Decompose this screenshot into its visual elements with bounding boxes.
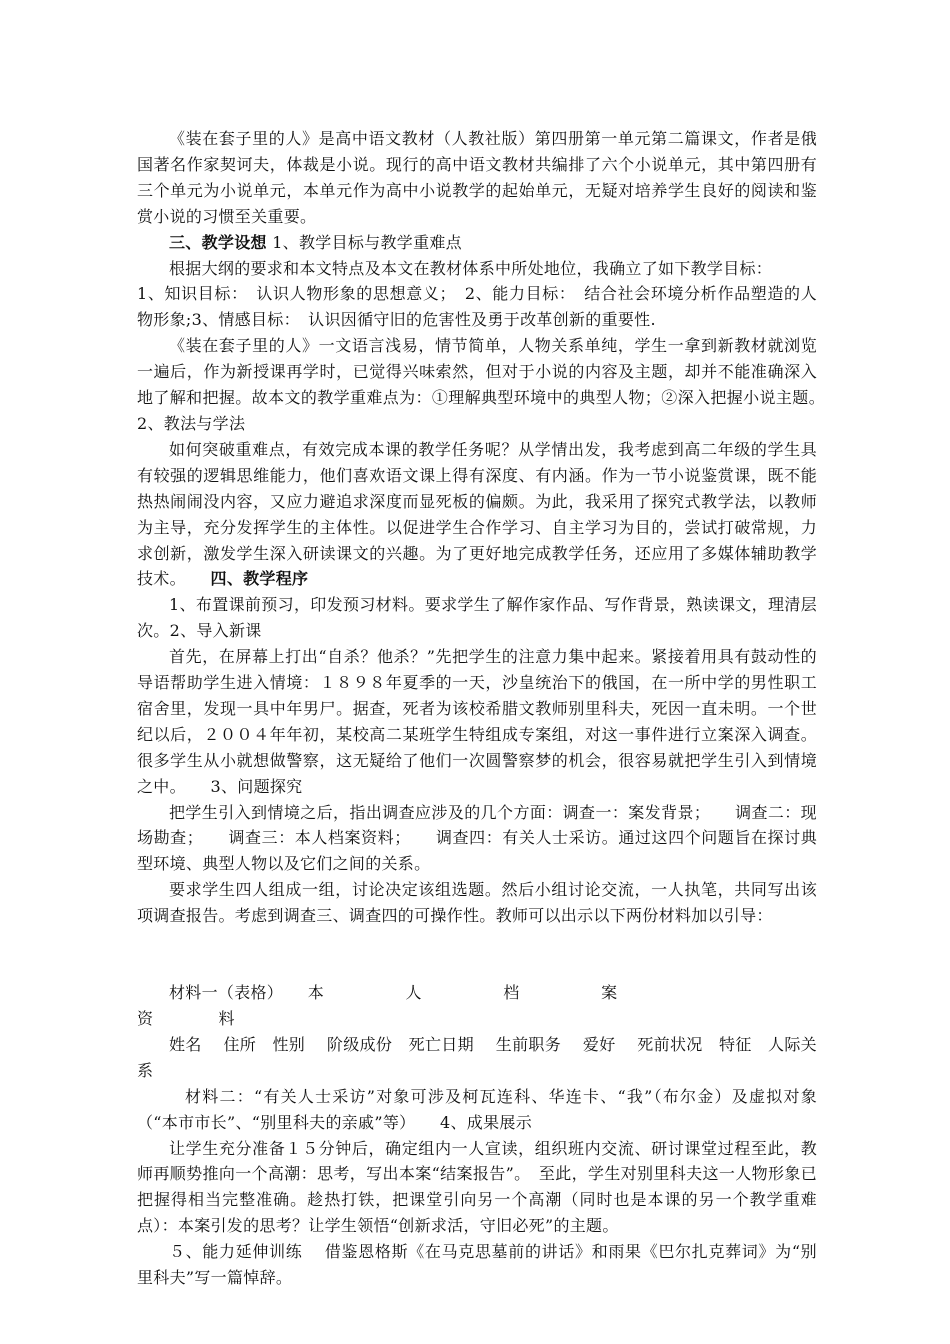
paragraph-step2: 首先，在屏幕上打出“自杀？他杀？”先把学生的注意力集中起来。紧接着用具有鼓动性的导语帮助学生进入情境：１８９８年夏季的一天，沙皇统治下的俄国，在一所中学的男性职工宿舍里，发现一具中年男尸。据查，死者为该校希腊文教师别里科夫，死因一直未明。一个世纪以后，２００４年年初，某校高二某班学生特组成专案组，对这一事件进行立案深入调查。很多学生从小就想做警察，这无疑给了他们一次圆警察梦的机会，很容易就把学生引入到情境之中。 3、问题探究 [137, 647, 817, 796]
paragraph-group-work: 要求学生四人组成一组，讨论决定该组选题。然后小组讨论交流，一人执笔，共同写出该项调查报告。考虑到调查三、调查四的可操作性。教师可以出示以下两份材料加以引导： [137, 880, 817, 926]
material1-title-text: 材料一（表格） 本 人 档 案 [169, 983, 618, 1003]
document-body [137, 126, 850, 1291]
paragraph-material2: 材料二：“有关人士采访”对象可涉及柯瓦连科、华连卡、“我”（布尔金）及虚拟对象（“本市市长”、“别里科夫的亲戚”等） 4、成果展示 [137, 1086, 817, 1132]
methods-text: 如何突破重难点，有效完成本课的教学任务呢？从学情出发，我考虑到高二年级的学生具有较强的逻辑思维能力，他们喜欢语文课上得有深度、有内涵。作为一节小说鉴赏课，既不能热热闹闹没内容，又应力避追求深度而显死板的偏颇。为此，我采用了探究式教学法，以教师为主导，充分发挥学生的主体性。以促进学生合作学习、自主学习为目的，尝试打破常规，力求创新，激发学生深入研读课文的兴趣。为了更好地完成教学任务，还应用了多媒体辅助教学技术。 [137, 439, 817, 589]
material1-title [137, 980, 817, 1006]
paragraph-goals-intro: 根据大纲的要求和本文特点及本文在教材体系中所处地位，我确立了如下教学目标： [169, 258, 773, 278]
paragraph-goals-list: 1、知识目标： 认识人物形象的思想意义； 2、能力目标： 结合社会环境分析作品塑造的人物形象;3、情感目标： 认识因循守旧的危害性及勇于改革创新的重要性. [137, 284, 817, 330]
section4-heading: 四、教学程序 [210, 569, 309, 589]
paragraph-results: 让学生充分准备１５分钟后，确定组内一人宣读，组织班内交流、研讨课堂过程至此，教师再顺势推向一个高潮：思考，写出本案“结案报告”。 至此，学生对别里科夫这一人物形象已把握得相当完整准确。趁热打铁，把课堂引向另一个高潮（同时也是本课的另一个教学重难点）：本案引发的思考？让学生领悟“创新求活，守旧必死”的主题。 [137, 1138, 817, 1236]
paragraph-intro: 《装在套子里的人》是高中语文教材（人教社版）第四册第一单元第二篇课文，作者是俄国著名作家契诃夫，体裁是小说。现行的高中语文教材共编排了六个小说单元，其中第四册有三个单元为小说单元，本单元作为高中小说教学的起始单元，无疑对培养学生良好的阅读和鉴赏小说的习惯至关重要。 [137, 129, 817, 226]
blank-gap [137, 929, 817, 980]
section3-subheading: 1、教学目标与教学重难点 [266, 232, 462, 252]
paragraph-key-points: 《装在套子里的人》一文语言浅易，情节简单，人物关系单纯，学生一拿到新教材就浏览一遍后，作为新授课再学时，已觉得兴味索然，但对于小说的内容及主题，却并不能准确深入地了解和把握。故本文的教学重难点为：①理解典型环境中的典型人物；②深入把握小说主题。 2、教法与学法 [137, 336, 850, 433]
paragraph-methods [137, 437, 817, 592]
material1-title-wrap [137, 1006, 817, 1032]
material1-title-wrap-text: 资 料 [137, 1009, 235, 1028]
paragraph-extension: ５、能力延伸训练 借鉴恩格斯《在马克思墓前的讲话》和雨果《巴尔扎克葬词》为“别里科夫”写一篇悼辞。 [137, 1242, 817, 1288]
material1-fields: 姓名 住所 性别 阶级成份 死亡日期 生前职务 爱好 死前状况 特征 人际关系 [137, 1034, 817, 1080]
paragraph-section3-heading [137, 230, 817, 256]
paragraph-step1: 1、布置课前预习，印发预习材料。要求学生了解作家作品、写作背景，熟读课文，理清层次。2、导入新课 [137, 595, 817, 641]
section3-heading: 三、教学设想 [169, 232, 267, 252]
paragraph-step3: 把学生引入到情境之后，指出调查应涉及的几个方面：调查一：案发背景； 调查二：现场勘查； 调查三：本人档案资料； 调查四：有关人士采访。通过这四个问题旨在探讨典型环境、典型人物以及它们之间的关系。 [137, 802, 817, 874]
